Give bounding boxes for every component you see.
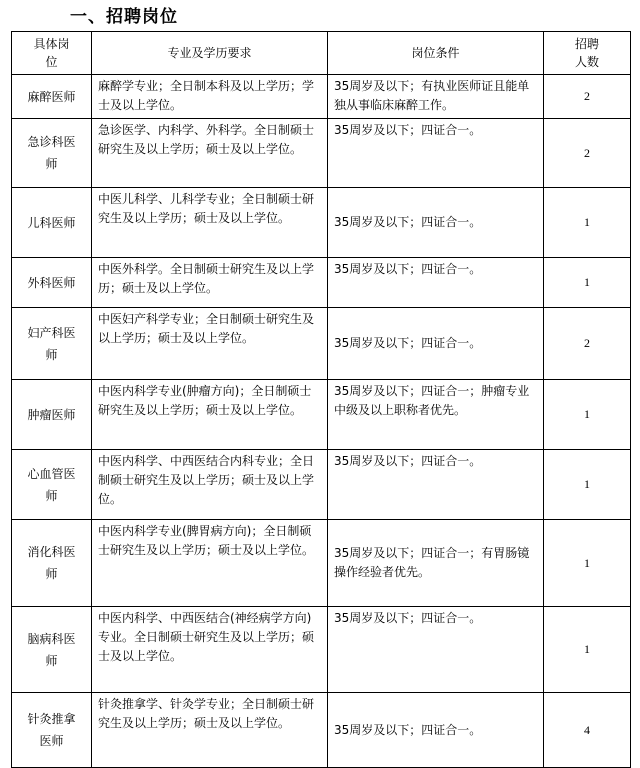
cell-count: 2: [544, 119, 631, 188]
cell-position: 麻醉医师: [12, 75, 92, 119]
cell-position: 外科医师: [12, 258, 92, 308]
table-row: [12, 119, 631, 188]
cell-position: 妇产科医师: [12, 308, 92, 380]
table-row: [12, 520, 631, 607]
header-requirement: 专业及学历要求: [92, 32, 328, 75]
cell-position: 肿瘤医师: [12, 380, 92, 450]
cell-condition: 35周岁及以下；四证合一。: [328, 607, 544, 693]
table-row: [12, 693, 631, 768]
cell-condition: 35周岁及以下；四证合一；有胃肠镜操作经验者优先。: [328, 520, 544, 607]
cell-count: 1: [544, 258, 631, 308]
table-row: [12, 380, 631, 450]
cell-condition: 35周岁及以下；四证合一。: [328, 188, 544, 258]
table-row: [12, 75, 631, 119]
cell-position: 消化科医师: [12, 520, 92, 607]
cell-condition: 35周岁及以下；四证合一。: [328, 693, 544, 768]
cell-requirement: 中医妇产科学专业；全日制硕士研究生及以上学历；硕士及以上学位。: [92, 308, 328, 380]
cell-requirement: 中医内科学专业(脾胃病方向)；全日制硕士研究生及以上学历；硕士及以上学位。: [92, 520, 328, 607]
section-title: 一、招聘岗位: [70, 7, 178, 27]
table-row: [12, 258, 631, 308]
cell-count: 1: [544, 520, 631, 607]
cell-count: 1: [544, 450, 631, 520]
cell-requirement: 针灸推拿学、针灸学专业；全日制硕士研究生及以上学历；硕士及以上学位。: [92, 693, 328, 768]
cell-condition: 35周岁及以下；四证合一。: [328, 450, 544, 520]
cell-requirement: 中医儿科学、儿科学专业；全日制硕士研究生及以上学历；硕士及以上学位。: [92, 188, 328, 258]
cell-position: 针灸推拿医师: [12, 693, 92, 768]
cell-position: 儿科医师: [12, 188, 92, 258]
table-header-row: [12, 32, 631, 75]
cell-condition: 35周岁及以下；四证合一。: [328, 308, 544, 380]
cell-requirement: 中医内科学、中西医结合(神经病学方向)专业。全日制硕士研究生及以上学历；硕士及以上学位。: [92, 607, 328, 693]
header-condition: 岗位条件: [328, 32, 544, 75]
cell-requirement: 中医内科学、中西医结合内科专业；全日制硕士研究生及以上学历；硕士及以上学位。: [92, 450, 328, 520]
cell-count: 1: [544, 607, 631, 693]
cell-condition: 35周岁及以下；四证合一；肿瘤专业中级及以上职称者优先。: [328, 380, 544, 450]
table-row: [12, 308, 631, 380]
header-position: 具体岗位: [12, 32, 92, 75]
cell-condition: 35周岁及以下；四证合一。: [328, 119, 544, 188]
cell-count: 2: [544, 75, 631, 119]
table-row: [12, 607, 631, 693]
cell-requirement: 中医外科学。全日制硕士研究生及以上学历；硕士及以上学位。: [92, 258, 328, 308]
cell-count: 1: [544, 380, 631, 450]
recruitment-table: [11, 31, 631, 768]
cell-condition: 35周岁及以下；有执业医师证且能单独从事临床麻醉工作。: [328, 75, 544, 119]
cell-requirement: 急诊医学、内科学、外科学。全日制硕士研究生及以上学历；硕士及以上学位。: [92, 119, 328, 188]
cell-position: 心血管医师: [12, 450, 92, 520]
cell-count: 1: [544, 188, 631, 258]
cell-count: 2: [544, 308, 631, 380]
cell-count: 4: [544, 693, 631, 768]
cell-position: 脑病科医师: [12, 607, 92, 693]
cell-position: 急诊科医师: [12, 119, 92, 188]
header-count: 招聘人数: [544, 32, 631, 75]
table-row: [12, 450, 631, 520]
cell-requirement: 麻醉学专业；全日制本科及以上学历；学士及以上学位。: [92, 75, 328, 119]
cell-requirement: 中医内科学专业(肿瘤方向)；全日制硕士研究生及以上学历；硕士及以上学位。: [92, 380, 328, 450]
cell-condition: 35周岁及以下；四证合一。: [328, 258, 544, 308]
table-row: [12, 188, 631, 258]
